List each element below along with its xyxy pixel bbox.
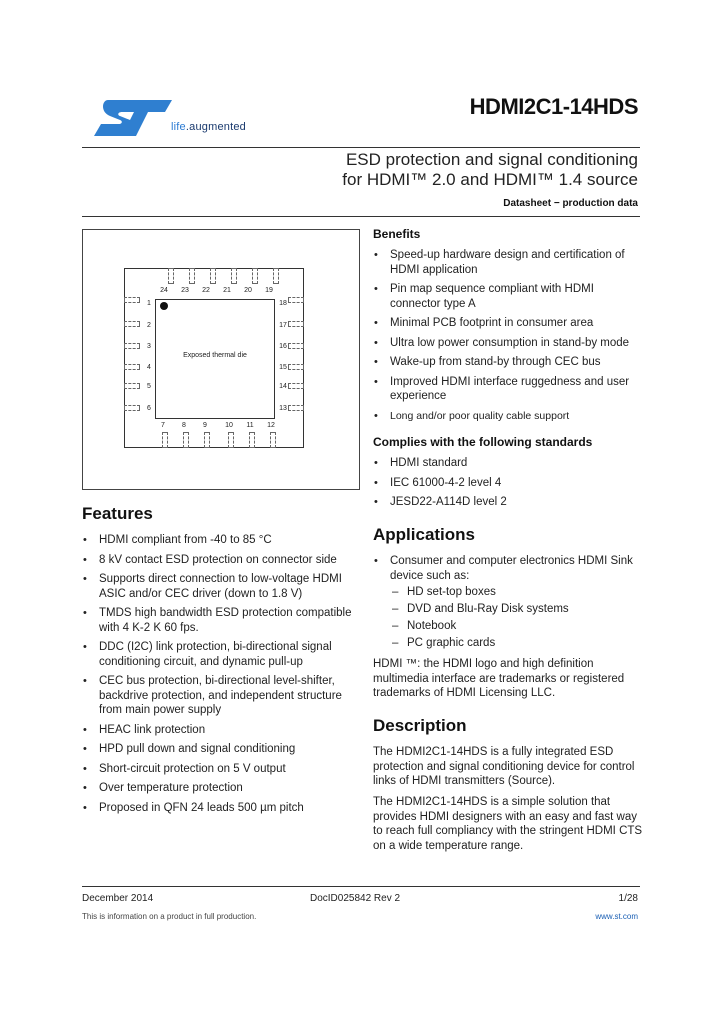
pad-tick: [288, 343, 304, 349]
list-item: • Wake-up from stand-by through CEC bus: [373, 355, 643, 370]
list-item: • Over temperature protection: [82, 781, 362, 796]
pin1-marker: [160, 302, 168, 310]
description-paragraph-2: The HDMI2C1-14HDS is a simple solution that provides HDMI designers with an easy and fast way to reach full compliancy with the stringent HDMI CTS on a wide temperature range.: [373, 796, 643, 852]
list-item: • Ultra low power consumption in stand-by mode: [373, 336, 643, 351]
list-item: • Short-circuit protection on 5 V output: [82, 762, 362, 777]
pin-label: 7: [161, 422, 165, 429]
exposed-thermal-pad: [155, 299, 275, 419]
pin-label: 14: [279, 383, 287, 390]
applications-sublist: [390, 585, 640, 653]
pin-label: 2: [147, 322, 151, 329]
footer-rule: [82, 886, 640, 887]
qfn-package-outline: [124, 268, 304, 448]
pad-tick: [270, 432, 276, 448]
package-figure: [82, 229, 360, 490]
pin-label: 12: [267, 422, 275, 429]
footer-page-number: 1/28: [618, 893, 638, 904]
st-logo: [92, 98, 174, 138]
pad-tick: [228, 432, 234, 448]
pin-label: 23: [181, 287, 189, 294]
applications-list: [373, 554, 643, 583]
pad-tick: [288, 297, 304, 303]
pad-tick: [124, 364, 140, 370]
benefits-heading: Benefits: [373, 227, 421, 241]
features-list: [82, 533, 362, 820]
description-heading: Description: [373, 716, 467, 735]
features-heading: Features: [82, 504, 153, 523]
list-item: • TMDS high bandwidth ESD protection compatible with 4 K-2 K 60 fps.: [82, 606, 362, 635]
list-item: – HD set-top boxes: [390, 585, 640, 600]
pin-label: 24: [160, 287, 168, 294]
pin-label: 1: [147, 300, 151, 307]
pin-label: 22: [202, 287, 210, 294]
pin-label: 18: [279, 300, 287, 307]
thermal-pad-label: Exposed thermal die: [183, 352, 247, 359]
datasheet-label: Datasheet − production data: [503, 198, 638, 209]
list-item: • HDMI standard: [373, 456, 643, 471]
list-item: • HDMI compliant from -40 to 85 °C: [82, 533, 362, 548]
list-item: • Supports direct connection to low-voltage HDMI ASIC and/or CEC driver (down to 1.8 V): [82, 572, 362, 601]
list-item: • 8 kV contact ESD protection on connector side: [82, 553, 362, 568]
pad-tick: [162, 432, 168, 448]
list-item: – DVD and Blu-Ray Disk systems: [390, 602, 640, 617]
list-item: • Proposed in QFN 24 leads 500 µm pitch: [82, 801, 362, 816]
pad-tick: [252, 268, 258, 284]
pad-tick: [124, 297, 140, 303]
pin-label: 17: [279, 322, 287, 329]
standards-heading: Complies with the following standards: [373, 435, 593, 449]
list-item: • Minimal PCB footprint in consumer area: [373, 316, 643, 331]
pad-tick: [288, 383, 304, 389]
pin-label: 6: [147, 405, 151, 412]
pad-tick: [168, 268, 174, 284]
list-item: • Improved HDMI interface ruggedness and user experience: [373, 375, 643, 404]
standards-list: [373, 456, 643, 515]
pad-tick: [124, 405, 140, 411]
document-subtitle: ESD protection and signal conditioning for HDMI™ 2.0 and HDMI™ 1.4 source: [342, 150, 638, 189]
footer-production-note: This is information on a product in full production.: [82, 912, 257, 921]
list-item: • Long and/or poor quality cable support: [373, 409, 643, 424]
pad-tick: [204, 432, 210, 448]
footer-doc-id: DocID025842 Rev 2: [310, 893, 401, 904]
pad-tick: [288, 321, 304, 327]
header-rule: [82, 147, 640, 148]
pad-tick: [210, 268, 216, 284]
pad-tick: [288, 405, 304, 411]
pin-label: 11: [246, 422, 254, 429]
description-paragraph-1: The HDMI2C1-14HDS is a fully integrated ESD protection and signal conditioning device for control links of HDMI transmitters (Source).: [373, 746, 635, 787]
part-number-title: HDMI2C1-14HDS: [469, 94, 638, 119]
list-item: • IEC 61000-4-2 level 4: [373, 476, 643, 491]
footer-date: December 2014: [82, 893, 154, 904]
pin-label: 20: [244, 287, 252, 294]
pad-tick: [231, 268, 237, 284]
list-item: – PC graphic cards: [390, 636, 640, 651]
list-item: • CEC bus protection, bi-directional level-shifter, backdrive protection, and independent structure from main power supply: [82, 674, 362, 718]
list-item: • DDC (I2C) link protection, bi-directional signal conditioning circuit, and dynamic pull-up: [82, 640, 362, 669]
footer-website-link[interactable]: www.st.com: [595, 912, 638, 921]
list-item: • Speed-up hardware design and certification of HDMI application: [373, 248, 643, 277]
pad-tick: [273, 268, 279, 284]
pad-tick: [124, 383, 140, 389]
list-item: • Pin map sequence compliant with HDMI connector type A: [373, 282, 643, 311]
benefits-list: [373, 248, 643, 428]
list-item: • HEAC link protection: [82, 723, 362, 738]
brand-tagline: life.augmented: [171, 121, 246, 133]
pad-tick: [189, 268, 195, 284]
trademark-note: HDMI ™: the HDMI logo and high definition multimedia interface are trademarks or registered trademarks of HDMI Licensing LLC.: [373, 658, 625, 699]
pin-label: 19: [265, 287, 273, 294]
pin-label: 3: [147, 343, 151, 350]
pad-tick: [124, 321, 140, 327]
applications-heading: Applications: [373, 525, 476, 544]
pin-label: 8: [182, 422, 186, 429]
pin-label: 15: [279, 364, 287, 371]
pin-label: 10: [225, 422, 233, 429]
pin-label: 5: [147, 383, 151, 390]
pad-tick: [124, 343, 140, 349]
pin-label: 16: [279, 343, 287, 350]
list-item: • HPD pull down and signal conditioning: [82, 742, 362, 757]
pad-tick: [249, 432, 255, 448]
pin-label: 9: [203, 422, 207, 429]
pad-tick: [183, 432, 189, 448]
list-item: • Consumer and computer electronics HDMI Sink device such as:: [373, 554, 643, 583]
subtitle-rule: [82, 216, 640, 217]
pin-label: 21: [223, 287, 231, 294]
pin-label: 4: [147, 364, 151, 371]
pad-tick: [288, 364, 304, 370]
list-item: – Notebook: [390, 619, 640, 634]
list-item: • JESD22-A114D level 2: [373, 495, 643, 510]
pin-label: 13: [279, 405, 287, 412]
